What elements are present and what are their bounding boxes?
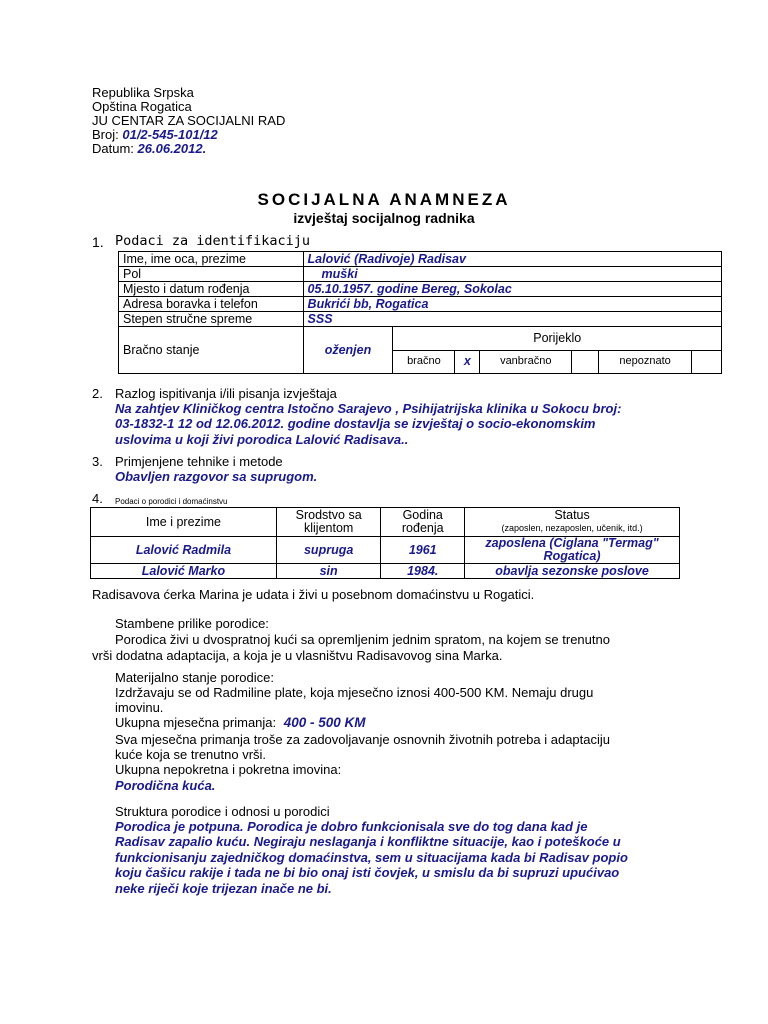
origin-unknown-mark [692,350,722,374]
income-line [115,716,366,730]
id-label: Stepen stručne spreme [119,312,304,327]
section4-heading: Podaci o porodici i domaćinstvu [115,497,228,506]
date-value: 26.06.2012. [137,141,207,156]
income-label: Ukupna mjesečna primanja: [115,715,277,730]
id-row-sex [119,267,722,282]
origin-unknown: nepoznato [599,350,692,374]
id-label: Mjesto i datum rođenja [119,282,304,297]
member-relation: supruga [276,537,381,564]
section3-text: Obavljen razgovor sa suprugom. [115,469,318,484]
daughter-text: Radisavova ćerka Marina je udata i živi u posebnom domaćinstvu u Rogatici. [92,587,535,602]
id-row-birth [119,282,722,297]
id-label: Pol [119,267,304,282]
id-row-education [119,312,722,327]
col-relation-header: Srodstvo sa klijentom [276,508,381,537]
origin-label: Porijeklo [393,327,722,351]
member-status-line1: zaposlena (Ciglana "Termag" [485,536,659,550]
structure-text-line: funkcionisanju zajedničkog domaćinstva, sem u situacijama kada bi Radisav popio [115,850,628,865]
housing-text-line: vrši dodatna adaptacija, a koja je u vlasništvu Radisavovog sina Marka. [92,648,503,663]
member-relation: sin [276,564,381,579]
section1-number: 1. [92,234,104,250]
marital-value: oženjen [303,327,393,374]
id-value: SSS [303,312,721,327]
income-value: 400 - 500 KM [283,715,366,730]
origin-extramarital-mark [572,350,599,374]
structure-text-line: Radisav zapalio kuću. Negiraju neslaganja i konfliktne situacije, kao i poteškoće u [115,834,621,849]
member-status: obavlja sezonske poslove [465,564,680,579]
section2-number: 2. [92,386,103,401]
header-number [92,128,218,142]
header-municipality: Opština Rogatica [92,99,192,114]
family-table [90,507,680,579]
family-row [91,564,680,579]
col-year-header [381,508,465,537]
id-row-marital-top [119,327,722,351]
col-year-header-line2: rođenja [401,521,444,535]
member-status [465,537,680,564]
col-status-subtitle: (zaposlen, nezaposlen, učenik, itd.) [501,523,643,533]
spend-text-line: Sva mjesečna primanja troše za zadovoljavanje osnovnih životnih potreba i adaptaciju [115,732,611,747]
origin-extramarital: vanbračno [480,350,572,374]
header-republic: Republika Srpska [92,85,194,100]
structure-text-line: neke riječi koje trijezan inače ne bi. [115,881,332,896]
family-row [91,537,680,564]
col-year-header-line1: Godina [402,508,443,522]
id-value: muški [303,267,721,282]
marital-label: Bračno stanje [119,327,304,374]
origin-marital: bračno [393,350,455,374]
structure-label: Struktura porodice i odnosi u porodici [115,804,330,819]
member-year: 1961 [381,537,465,564]
spend-text-line: kuće koja se trenutno vrši. [115,747,267,762]
member-name: Lalović Radmila [91,537,277,564]
id-value: Lalović (Radivoje) Radisav [303,252,721,267]
property-label: Ukupna nepokretna i pokretna imovina: [115,762,342,777]
col-name-header: Ime i prezime [91,508,277,537]
material-text-line: imovinu. [115,700,164,715]
housing-text-line: Porodica živi u dvospratnoj kući sa opremljenim jednim spratom, na kojem se trenutno [115,632,610,647]
number-value: 01/2-545-101/12 [122,127,218,142]
section3-heading: Primjenjene tehnike i metode [115,454,283,469]
id-row-address [119,297,722,312]
section2-text-line: Na zahtjev Kliničkog centra Istočno Sarajevo , Psihijatrijska klinika u Sokocu broj: [115,401,622,416]
date-label: Datum: [92,141,134,156]
member-year: 1984. [381,564,465,579]
section4-number: 4. [92,491,103,506]
id-row-name [119,252,722,267]
section1-heading: Podaci za identifikaciju [115,233,311,249]
header-institution: JU CENTAR ZA SOCIJALNI RAD [92,113,286,128]
origin-mark: x [455,350,480,374]
header-date [92,142,206,156]
section3-number: 3. [92,454,103,469]
col-status-header [465,508,680,537]
member-name: Lalović Marko [91,564,277,579]
id-label: Ime, ime oca, prezime [119,252,304,267]
id-value: Bukrići bb, Rogatica [303,297,721,312]
structure-text-line: koju čašicu rakije i tada ne bi bio onaj isti čovjek, u smislu da bi supruzi upućivao [115,865,620,880]
section2-heading: Razlog ispitivanja i/ili pisanja izvještaja [115,386,337,401]
material-text-line: Izdržavaju se od Radmiline plate, koja mjesečno iznosi 400-500 KM. Nemaju drugu [115,685,594,700]
material-label: Materijalno stanje porodice: [115,670,274,685]
id-value: 05.10.1957. godine Bereg, Sokolac [303,282,721,297]
section2-text-line: uslovima u koji živi porodica Lalović Radisava.. [115,432,409,447]
section2-text-line: 03-1832-1 12 od 12.06.2012. godine dostavlja se izvještaj o socio-ekonomskim [115,416,596,431]
member-status-line2: Rogatica) [543,549,601,563]
document-subtitle: izvještaj socijalnog radnika [293,210,475,226]
housing-label: Stambene prilike porodice: [115,616,269,631]
id-label: Adresa boravka i telefon [119,297,304,312]
col-status-title: Status [554,508,590,522]
identification-table [118,251,722,374]
number-label: Broj: [92,127,119,142]
structure-text-line: Porodica je potpuna. Porodica je dobro funkcionisala sve do tog dana kad je [115,819,588,834]
family-header-row [91,508,680,537]
document-title: SOCIJALNA ANAMNEZA [257,190,511,209]
property-value: Porodična kuća. [115,778,216,793]
